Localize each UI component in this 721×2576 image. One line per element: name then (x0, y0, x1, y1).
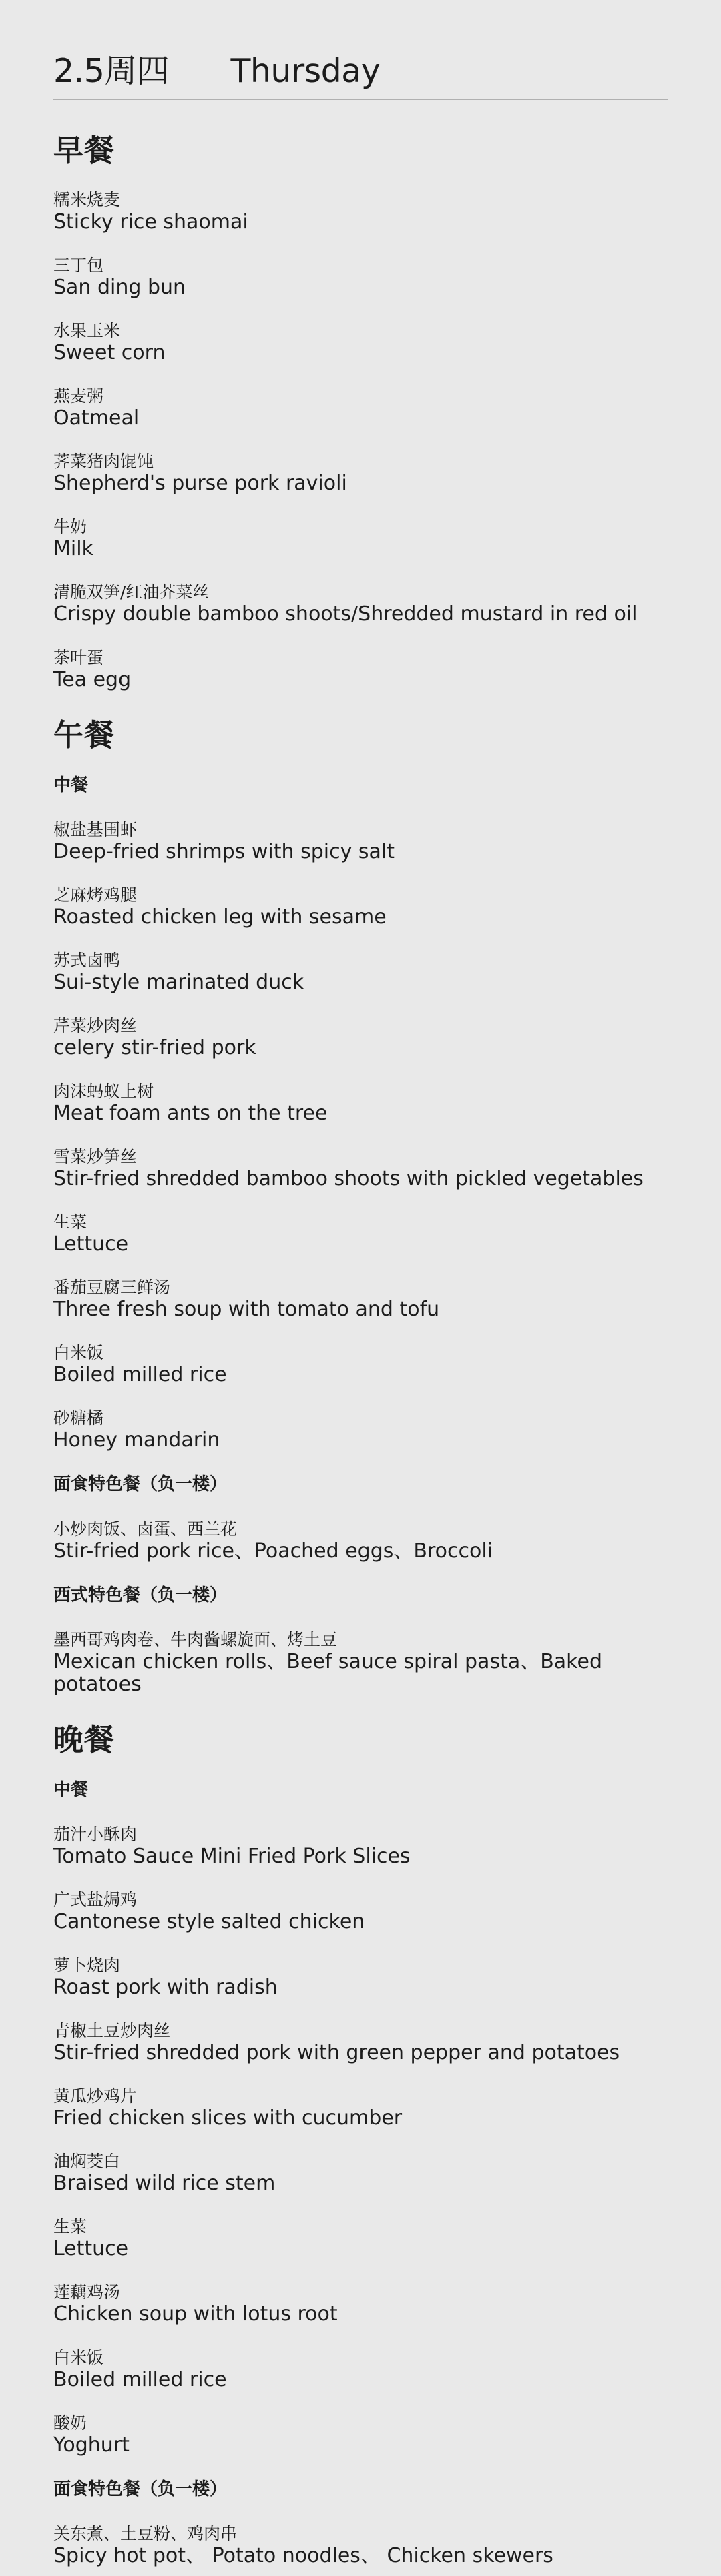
item-name-cn: 青椒土豆炒肉丝 (53, 2021, 171, 2040)
item-name-cn: 生菜 (53, 2217, 87, 2236)
noodle-special-label: 面食特色餐（负一楼） (53, 2479, 228, 2499)
item-name-en: Honey mandarin (53, 1428, 220, 1452)
date-label: 2.5周四 (53, 52, 170, 90)
item-name-cn: 番茄豆腐三鲜汤 (53, 1278, 171, 1297)
item-name-en: Sticky rice shaomai (53, 210, 248, 234)
item-name-en: Tomato Sauce Mini Fried Pork Slices (53, 1845, 411, 1868)
item-name-cn: 油焖茭白 (53, 2152, 121, 2171)
menu-item (53, 1212, 668, 1256)
menu-item (53, 582, 668, 626)
menu-item (53, 1081, 668, 1125)
menu-item (53, 386, 668, 430)
item-name-en: Boiled milled rice (53, 2368, 227, 2391)
menu-item (53, 516, 668, 560)
item-name-en: Tea egg (53, 668, 132, 691)
item-name-en: Roasted chicken leg with sesame (53, 905, 387, 929)
menu-item (53, 1015, 668, 1059)
item-name-en: San ding bun (53, 276, 186, 299)
lunch-title: 午餐 (53, 717, 115, 753)
item-name-cn: 水果玉米 (53, 321, 121, 340)
item-name-cn: 萝卜烧肉 (53, 1956, 121, 1975)
item-name-en: Lettuce (53, 1232, 129, 1256)
item-name-cn: 墨西哥鸡肉卷、牛肉酱螺旋面、烤土豆 (53, 1630, 338, 1649)
menu-item (53, 2151, 668, 2195)
item-name-cn: 三丁包 (53, 256, 104, 275)
menu-item (53, 1277, 668, 1321)
item-name-cn: 燕麦粥 (53, 386, 104, 406)
item-name-en: Oatmeal (53, 406, 140, 430)
item-name-en: Braised wild rice stem (53, 2172, 276, 2195)
item-name-en: Sui-style marinated duck (53, 971, 304, 994)
western-special-label: 西式特色餐（负一楼） (53, 1585, 228, 1605)
item-name-en: Chicken soup with lotus root (53, 2302, 338, 2326)
item-name-en: Stir-fried pork rice、Poached eggs、Broccoli (53, 1539, 493, 1563)
menu-item (53, 647, 668, 691)
menu-item (53, 1408, 668, 1452)
item-name-cn: 苏式卤鸭 (53, 951, 121, 970)
menu-item (53, 950, 668, 994)
menu-item (53, 2282, 668, 2326)
item-name-en: Roast pork with radish (53, 1976, 278, 1999)
item-name-en: Boiled milled rice (53, 1363, 227, 1386)
menu-item (53, 451, 668, 495)
menu-item (53, 885, 668, 929)
lunch-section (53, 717, 668, 1696)
item-name-en: Fried chicken slices with cucumber (53, 2106, 403, 2130)
menu-item (53, 1955, 668, 1999)
item-name-en: Cantonese style salted chicken (53, 1910, 365, 1934)
item-name-en: Sweet corn (53, 341, 166, 364)
item-name-en: Crispy double bamboo shoots/Shredded mustard in red oil (53, 602, 638, 626)
dinner-title: 晚餐 (53, 1722, 115, 1757)
item-name-cn: 小炒肉饭、卤蛋、西兰花 (53, 1519, 238, 1539)
menu-item (53, 2523, 668, 2567)
menu-item (53, 1146, 668, 1190)
menu-item (53, 819, 668, 863)
menu-item (53, 320, 668, 364)
item-name-en: Mexican chicken rolls、Beef sauce spiral pasta、Baked potatoes (53, 1650, 602, 1696)
menu-item (53, 2216, 668, 2260)
menu-item (53, 189, 668, 234)
item-name-en: Milk (53, 537, 93, 560)
chinese-food-label: 中餐 (53, 775, 89, 795)
breakfast-title: 早餐 (53, 133, 115, 168)
item-name-en: Shepherd's purse pork ravioli (53, 472, 347, 495)
item-name-en: Stir-fried shredded bamboo shoots with pickled vegetables (53, 1167, 644, 1190)
item-name-cn: 糯米烧麦 (53, 190, 121, 209)
item-name-cn: 肉沫蚂蚁上树 (53, 1082, 154, 1101)
header-divider (53, 99, 668, 100)
item-name-cn: 砂糖橘 (53, 1408, 104, 1428)
item-name-cn: 牛奶 (53, 517, 87, 536)
menu-item (53, 255, 668, 299)
item-name-cn: 白米饭 (53, 2348, 104, 2367)
item-name-cn: 白米饭 (53, 1343, 104, 1362)
item-name-cn: 椒盐基围虾 (53, 820, 138, 839)
item-name-cn: 清脆双笋/红油芥菜丝 (53, 582, 210, 602)
menu-item (53, 2020, 668, 2064)
item-name-cn: 雪菜炒笋丝 (53, 1147, 138, 1166)
item-name-cn: 广式盐焗鸡 (53, 1890, 138, 1909)
item-name-en: Deep-fried shrimps with spicy salt (53, 840, 395, 863)
item-name-cn: 茄汁小酥肉 (53, 1825, 138, 1844)
breakfast-section (53, 132, 668, 691)
item-name-en: celery stir-fried pork (53, 1036, 256, 1059)
menu-item (53, 1889, 668, 1934)
menu-item (53, 2413, 668, 2457)
item-name-cn: 生菜 (53, 1212, 87, 1232)
item-name-cn: 荠菜猪肉馄饨 (53, 452, 154, 471)
item-name-cn: 关东煮、土豆粉、鸡肉串 (53, 2524, 238, 2543)
item-name-cn: 芝麻烤鸡腿 (53, 885, 138, 905)
menu-item (53, 1519, 668, 1563)
menu-item (53, 1629, 668, 1696)
item-name-en: Yoghurt (53, 2433, 130, 2457)
menu-item (53, 1824, 668, 1868)
chinese-food-label: 中餐 (53, 1780, 89, 1800)
item-name-cn: 茶叶蛋 (53, 648, 104, 667)
item-name-cn: 酸奶 (53, 2413, 87, 2433)
item-name-cn: 芹菜炒肉丝 (53, 1016, 138, 1035)
item-name-en: Lettuce (53, 2237, 129, 2260)
menu-item (53, 1342, 668, 1386)
noodle-special-label: 面食特色餐（负一楼） (53, 1474, 228, 1494)
item-name-en: Spicy hot pot、 Potato noodles、 Chicken skewers (53, 2544, 553, 2567)
menu-header (53, 51, 668, 92)
weekday-label: Thursday (230, 52, 381, 90)
menu-item (53, 2086, 668, 2130)
item-name-en: Stir-fried shredded pork with green pepper and potatoes (53, 2041, 620, 2064)
dinner-section (53, 1721, 668, 2567)
item-name-cn: 莲藕鸡汤 (53, 2282, 121, 2302)
menu-item (53, 2347, 668, 2391)
item-name-en: Meat foam ants on the tree (53, 1102, 328, 1125)
item-name-cn: 黄瓜炒鸡片 (53, 2086, 138, 2106)
item-name-en: Three fresh soup with tomato and tofu (53, 1298, 440, 1321)
